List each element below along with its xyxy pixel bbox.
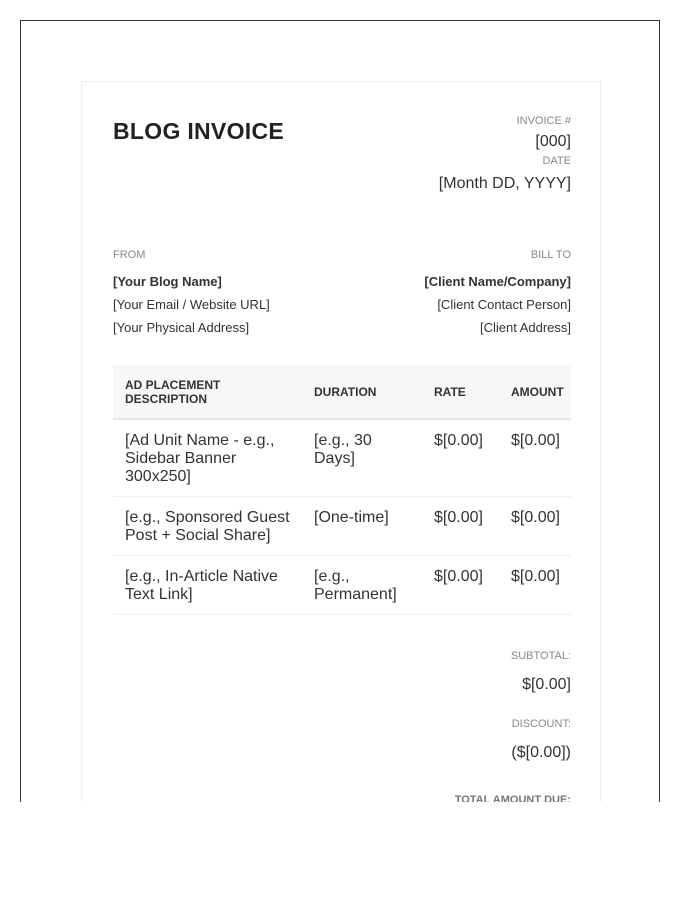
row-duration: [e.g., 30 Days]: [302, 419, 422, 497]
header-amount: AMOUNT: [499, 365, 571, 419]
table-row: [113, 419, 571, 497]
total-due-label: TOTAL AMOUNT DUE:: [454, 794, 571, 802]
bill-to-section: [424, 248, 571, 339]
totals-section: [455, 649, 571, 802]
header-description: AD PLACEMENT DESCRIPTION: [113, 365, 302, 419]
invoice-title: BLOG INVOICE: [113, 118, 285, 144]
row-duration: [e.g., Permanent]: [302, 556, 422, 615]
invoice-number-label: INVOICE #: [516, 115, 571, 127]
from-address: [Your Physical Address]: [113, 320, 250, 335]
subtotal-label: SUBTOTAL:: [510, 650, 571, 662]
invoice-date-value: [Month DD, YYYY]: [438, 175, 571, 192]
row-amount: $[0.00]: [499, 497, 571, 556]
row-duration: [One-time]: [302, 497, 422, 556]
page-frame: [20, 20, 660, 802]
invoice-card: [81, 81, 601, 802]
bill-to-contact: [Client Contact Person]: [437, 297, 571, 312]
row-rate: $[0.00]: [422, 419, 499, 497]
header-rate: RATE: [422, 365, 499, 419]
row-amount: $[0.00]: [499, 419, 571, 497]
line-items-table: [113, 365, 571, 615]
invoice-date-label: DATE: [542, 155, 571, 167]
row-amount: $[0.00]: [499, 556, 571, 615]
row-description: [e.g., Sponsored Guest Post + Social Share]: [113, 497, 302, 556]
table-row: [113, 556, 571, 615]
invoice-number-value: [000]: [535, 133, 571, 150]
subtotal-value: $[0.00]: [522, 676, 571, 693]
invoice-meta: [439, 114, 571, 194]
table-header-row: [113, 365, 571, 419]
from-label: FROM: [113, 249, 146, 261]
from-section: [113, 248, 270, 339]
row-rate: $[0.00]: [422, 497, 499, 556]
from-name: [Your Blog Name]: [113, 274, 222, 289]
row-rate: $[0.00]: [422, 556, 499, 615]
bill-to-name: [Client Name/Company]: [424, 274, 571, 289]
bill-to-label: BILL TO: [530, 249, 571, 261]
discount-label: DISCOUNT:: [511, 718, 571, 730]
table-row: [113, 497, 571, 556]
header-duration: DURATION: [302, 365, 422, 419]
from-email: [Your Email / Website URL]: [113, 297, 270, 312]
discount-value: ($[0.00]): [511, 744, 571, 761]
row-description: [Ad Unit Name - e.g., Sidebar Banner 300x250]: [113, 419, 302, 497]
row-description: [e.g., In-Article Native Text Link]: [113, 556, 302, 615]
bill-to-address: [Client Address]: [479, 320, 571, 335]
